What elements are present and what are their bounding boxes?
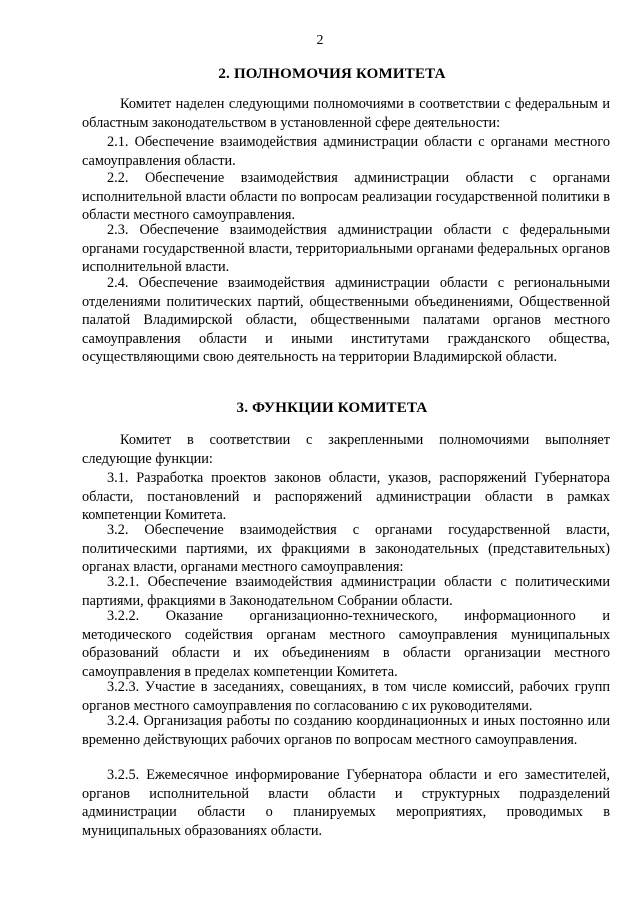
section-3-paragraph-3-2-2: 3.2.2. Оказание организационно-технического, информационного и методического содействия органам местного самоуправления муниципальных образований области и их объединениям в области организации местного самоуправления в пределах компетенции Комитета. [82,608,610,680]
section-3-title: 3. ФУНКЦИИ КОМИТЕТА [236,400,428,416]
section-3-paragraph-3-2-3: 3.2.3. Участие в заседаниях, совещаниях, в том числе комиссий, рабочих групп органов местного самоуправления по согласованию с их руководителями. [82,679,610,714]
section-3-paragraph-3-2-1: 3.2.1. Обеспечение взаимодействия администрации области с политическими партиями, фракциями в Законодательном Собрании области. [82,574,610,609]
section-3-paragraph-3-1: 3.1. Разработка проектов законов области, указов, распоряжений Губернатора области, постановлений и распоряжений администрации области в рамках компетенции Комитета. [82,470,610,523]
section-2-paragraph-intro: Комитет наделен следующими полномочиями в соответствии с федеральным и областным законодательством в установленной сфере деятельности: [82,96,610,131]
section-3-paragraph-3-2-5: 3.2.5. Ежемесячное информирование Губернатора области и его заместителей, органов исполнительной власти области и структурных подразделений администрации области о планируемых мероприятиях, проводимых в муниципальных образованиях области. [82,767,610,839]
section-2-paragraph-2-1: 2.1. Обеспечение взаимодействия администрации области с органами местного самоуправления области. [82,134,610,169]
section-2-title: 2. ПОЛНОМОЧИЯ КОМИТЕТА [218,66,446,82]
section-2-paragraph-2-3: 2.3. Обеспечение взаимодействия администрации области с федеральными органами государственной власти, территориальными органами федеральных органов исполнительной власти. [82,222,610,275]
section-3-paragraph-intro: Комитет в соответствии с закрепленными полномочиями выполняет следующие функции: [82,432,610,467]
section-2-paragraph-2-2: 2.2. Обеспечение взаимодействия администрации области с органами исполнительной власти области по вопросам реализации государственной политики в области местного самоуправления. [82,170,610,223]
section-3-paragraph-3-2: 3.2. Обеспечение взаимодействия с органами государственной власти, политическими партиями, их фракциями в законодательных (представительных) органах власти, органами местного самоуправления: [82,522,610,575]
section-2-paragraph-2-4: 2.4. Обеспечение взаимодействия администрации области с региональными отделениями политических партий, общественными объединениями, Общественной палатой Владимирской области, общественными палатами органов местного самоуправления области и иными институтами гражданского общества, осуществляющими свою деятельность на территории Владимирской области. [82,275,610,365]
page-number: 2 [316,33,324,48]
section-3-paragraph-3-2-4: 3.2.4. Организация работы по созданию координационных и иных постоянно или временно действующих рабочих органов по вопросам местного самоуправления. [82,713,610,748]
